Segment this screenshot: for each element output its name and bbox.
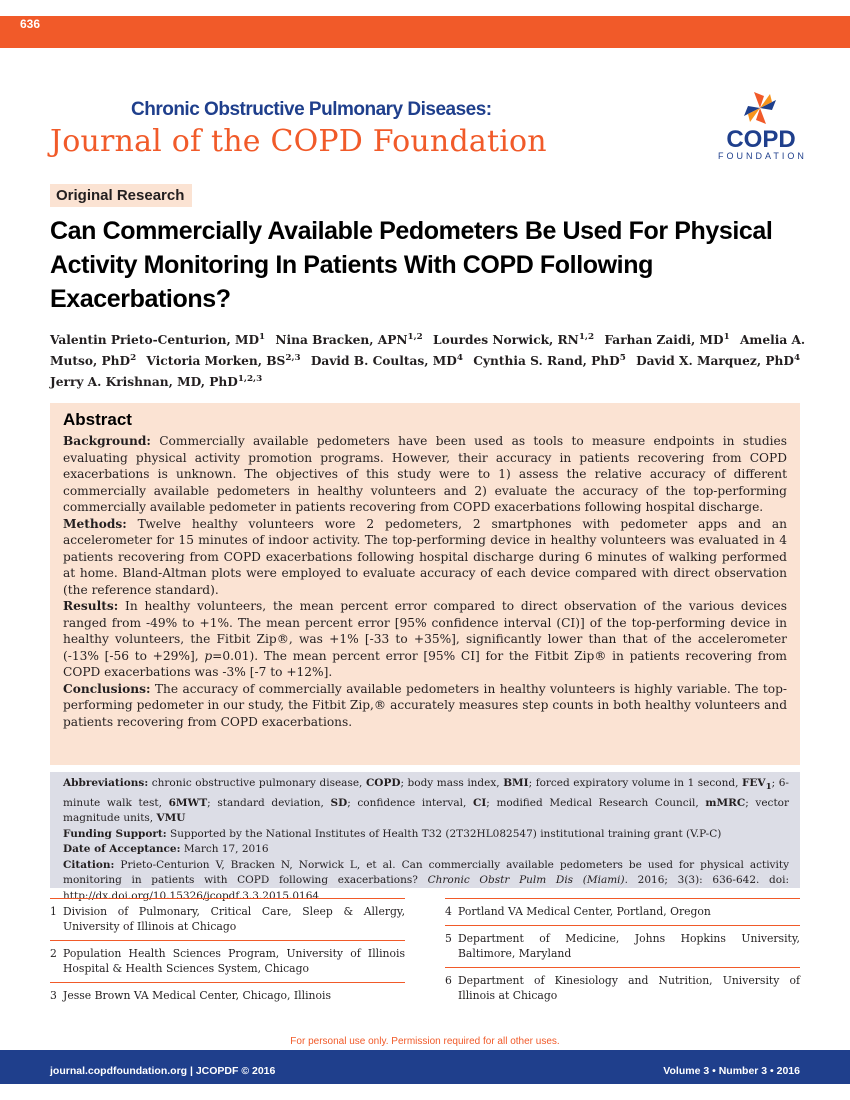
- results-text-2: =0.01). The mean percent error [95% CI] for the Fitbit Zip® in patients recovering from COPD exacerbations was -3% [-7 to +12%].: [63, 648, 787, 679]
- background-text: Commercially available pedometers have been used as tools to measure endpoints in studies evaluating physical activity promotion programs. However, their accuracy in patients recovering from COPD exacerbations is unknown. The objectives of this study were to 1) assess the relative accuracy of different commercially available pedometers in healthy volunteers and 2) evaluate the accuracy of the top-performing commercially available pedometer in patients recovering from COPD exacerbations following hospital discharge.: [63, 434, 787, 514]
- author-affiliation-sup: 1: [259, 331, 266, 342]
- funding-support: [63, 827, 789, 843]
- affiliation-text: Jesse Brown VA Medical Center, Chicago, Illinois: [63, 989, 331, 1002]
- date-label: Date of Acceptance:: [63, 843, 181, 856]
- date-of-acceptance: [63, 842, 789, 858]
- affiliation-text: Population Health Sciences Program, University of Illinois Hospital & Health Sciences System, Chicago: [63, 947, 405, 975]
- author: Valentin Prieto-Centurion, MD: [50, 333, 260, 347]
- journal-title-line1: Chronic Obstructive Pulmonary Diseases:: [131, 99, 492, 120]
- affiliation-number: 4: [445, 905, 452, 918]
- abbreviation-definition: ; forced expiratory volume in 1 second,: [528, 777, 742, 789]
- author-entry: [604, 333, 729, 347]
- abbreviation-term: FEV: [741, 777, 766, 789]
- author-affiliation-sup: 1,2: [407, 331, 423, 342]
- author-entry: [311, 354, 463, 368]
- affiliation-number: 1: [50, 905, 57, 918]
- author-entry: [50, 333, 265, 347]
- conclusions-label: Conclusions:: [63, 681, 151, 696]
- abbreviation-definition: ; 6-minute walk test,: [63, 777, 789, 809]
- affiliation-number: 6: [445, 974, 452, 987]
- article-meta-box: [50, 772, 800, 902]
- background-label: Background:: [63, 434, 151, 448]
- pinwheel-icon: [740, 90, 780, 126]
- author-affiliation-sup: 4: [456, 352, 463, 363]
- citation-journal: Chronic Obstr Pulm Dis (Miami): [427, 874, 625, 887]
- affiliation-text: Division of Pulmonary, Critical Care, Sleep & Allergy, University of Illinois at Chicago: [63, 905, 405, 933]
- author: Farhan Zaidi, MD: [604, 333, 724, 347]
- abbreviation-term: 1: [765, 782, 772, 793]
- affiliation-number: 2: [50, 947, 57, 960]
- abbreviations-text: [63, 777, 789, 824]
- permission-notice: For personal use only. Permission required for all other uses.: [290, 1036, 560, 1047]
- abbreviation-definition: ; modified Medical Research Council,: [486, 796, 706, 809]
- abbreviation-term: SD: [330, 796, 348, 809]
- article-type-label: Original Research: [50, 184, 192, 207]
- author-entry: [636, 354, 800, 368]
- affiliation-item: [50, 982, 405, 1009]
- funding-label: Funding Support:: [63, 827, 167, 840]
- affiliation-item: [50, 898, 405, 940]
- conclusions-text: The accuracy of commercially available pedometers in healthy volunteers is highly variable. The top-performing pedometer in our study, the Fitbit Zip,® accurately measures step counts in both healthy volunteers and patients recovering from COPD exacerbations.: [63, 681, 787, 729]
- abbreviation-term: BMI: [503, 777, 529, 789]
- copd-foundation-logo: [716, 90, 806, 162]
- author-entry: [275, 333, 422, 347]
- footer-bar: [0, 1050, 850, 1084]
- abbreviation-term: CI: [472, 796, 487, 809]
- author-entry: [433, 333, 594, 347]
- date-text: March 17, 2016: [183, 843, 269, 856]
- citation-label: Citation:: [63, 858, 115, 871]
- abbreviations: [63, 776, 789, 827]
- abbreviation-term: mMRC: [705, 796, 746, 809]
- abbreviation-definition: chronic obstructive pulmonary disease,: [151, 777, 366, 789]
- abbreviation-term: COPD: [365, 777, 401, 789]
- methods-text: Twelve healthy volunteers wore 2 pedometers, 2 smartphones with pedometer apps and an accelerometer for 15 minutes of indoor activity. The top-performing device in healthy volunteers was evaluated in 4 patients recovering from COPD exacerbations following hospital discharge during 6 minutes of walking performed at home. Bland-Altman plots were employed to evaluate accuracy of each device compared with direct observation (the reference standard).: [63, 516, 787, 597]
- author: Lourdes Norwick, RN: [433, 333, 579, 347]
- affiliation-item: [50, 940, 405, 982]
- abstract-background: [63, 433, 787, 516]
- affiliation-number: 5: [445, 932, 452, 945]
- citation-text-2: . 2016; 3(3): 636-642. doi: http://dx.doi.org/10.15326/jcopdf.3.3.2015.0164: [63, 874, 789, 902]
- affiliation-item: [445, 898, 800, 925]
- abstract-box: [50, 403, 800, 765]
- abstract-results: [63, 598, 787, 681]
- funding-text: Supported by the National Institutes of Health T32 (2T32HL082547) institutional training grant (V.P-C): [170, 827, 722, 840]
- affiliation-text: Portland VA Medical Center, Portland, Oregon: [458, 905, 711, 918]
- affiliation-text: Department of Kinesiology and Nutrition, University of Illinois at Chicago: [458, 974, 800, 1002]
- results-label: Results:: [63, 599, 119, 613]
- author: Jerry A. Krishnan, MD, PhD: [50, 375, 238, 389]
- abstract-heading: Abstract: [63, 410, 132, 429]
- author: David X. Marquez, PhD: [636, 354, 794, 368]
- affiliation-item: [445, 967, 800, 1009]
- article-title: Can Commercially Available Pedometers Be Used For Physical Activity Monitoring In Patients With COPD Following Exacerbations?: [50, 217, 773, 313]
- footer-journal-link[interactable]: journal.copdfoundation.org | JCOPDF © 2016: [50, 1065, 276, 1077]
- abbreviations-label: Abbreviations:: [63, 777, 149, 789]
- methods-label: Methods:: [63, 516, 127, 531]
- affiliation-text: Department of Medicine, Johns Hopkins University, Baltimore, Maryland: [458, 932, 800, 960]
- abbreviation-term: VMU: [156, 812, 186, 825]
- author-entry: [146, 354, 300, 368]
- abstract-methods: [63, 516, 787, 599]
- author: David B. Coultas, MD: [310, 354, 457, 368]
- author-entry: [50, 375, 262, 389]
- author-affiliation-sup: 1,2: [578, 331, 595, 342]
- abbreviation-definition: ; confidence interval,: [347, 796, 473, 809]
- abbreviation-term: 6MWT: [168, 796, 208, 809]
- abbreviation-definition: ; vector magnitude units,: [63, 796, 790, 825]
- author-entry: [473, 354, 626, 368]
- logo-text: COPD: [726, 126, 796, 153]
- author-affiliation-sup: 2,3: [285, 352, 301, 363]
- abstract-body: [63, 433, 787, 730]
- footer-volume: Volume 3 • Number 3 • 2016: [663, 1065, 800, 1077]
- affiliations-right: [445, 898, 800, 1009]
- abstract-conclusions: [63, 681, 787, 731]
- author: Nina Bracken, APN: [275, 333, 408, 347]
- author-affiliation-sup: 1: [723, 331, 730, 342]
- author-list: [50, 330, 810, 393]
- author: Amelia A. Mutso, PhD: [50, 333, 806, 368]
- author-affiliation-sup: 4: [793, 352, 801, 363]
- author-affiliation-sup: 1,2,3: [237, 373, 263, 384]
- author: Cynthia S. Rand, PhD: [473, 354, 620, 368]
- author: Victoria Morken, BS: [146, 354, 286, 368]
- abbreviation-definition: ; standard deviation,: [207, 796, 331, 809]
- author-affiliation-sup: 2: [130, 352, 137, 363]
- logo-subtext: FOUNDATION: [718, 151, 807, 161]
- header-bar: [0, 16, 850, 48]
- author-affiliation-sup: 5: [619, 352, 626, 363]
- affiliation-number: 3: [50, 989, 57, 1002]
- affiliations-left: [50, 898, 405, 1009]
- results-text-1: In healthy volunteers, the mean percent error compared to direct observation of the various devices ranged from -49% to +1%. The mean percent error [95% confidence interval (CI)] of the top-performing device in healthy volunteers, the Fitbit Zip®, was +1% [-33 to +35%], significantly lower than that of the accelerometer (-13% [-56 to +29%],: [63, 599, 787, 663]
- citation-text-1: Prieto-Centurion V, Bracken N, Norwick L, et al. Can commercially available pedometers be used for physical activity monitoring in patients with COPD following exacerbations?: [63, 858, 789, 887]
- affiliation-item: [445, 925, 800, 967]
- page-number: 636: [20, 17, 41, 31]
- results-p-value: p: [204, 648, 213, 663]
- journal-title-line2: Journal of the COPD Foundation: [50, 124, 547, 159]
- abbreviation-definition: ; body mass index,: [400, 777, 504, 789]
